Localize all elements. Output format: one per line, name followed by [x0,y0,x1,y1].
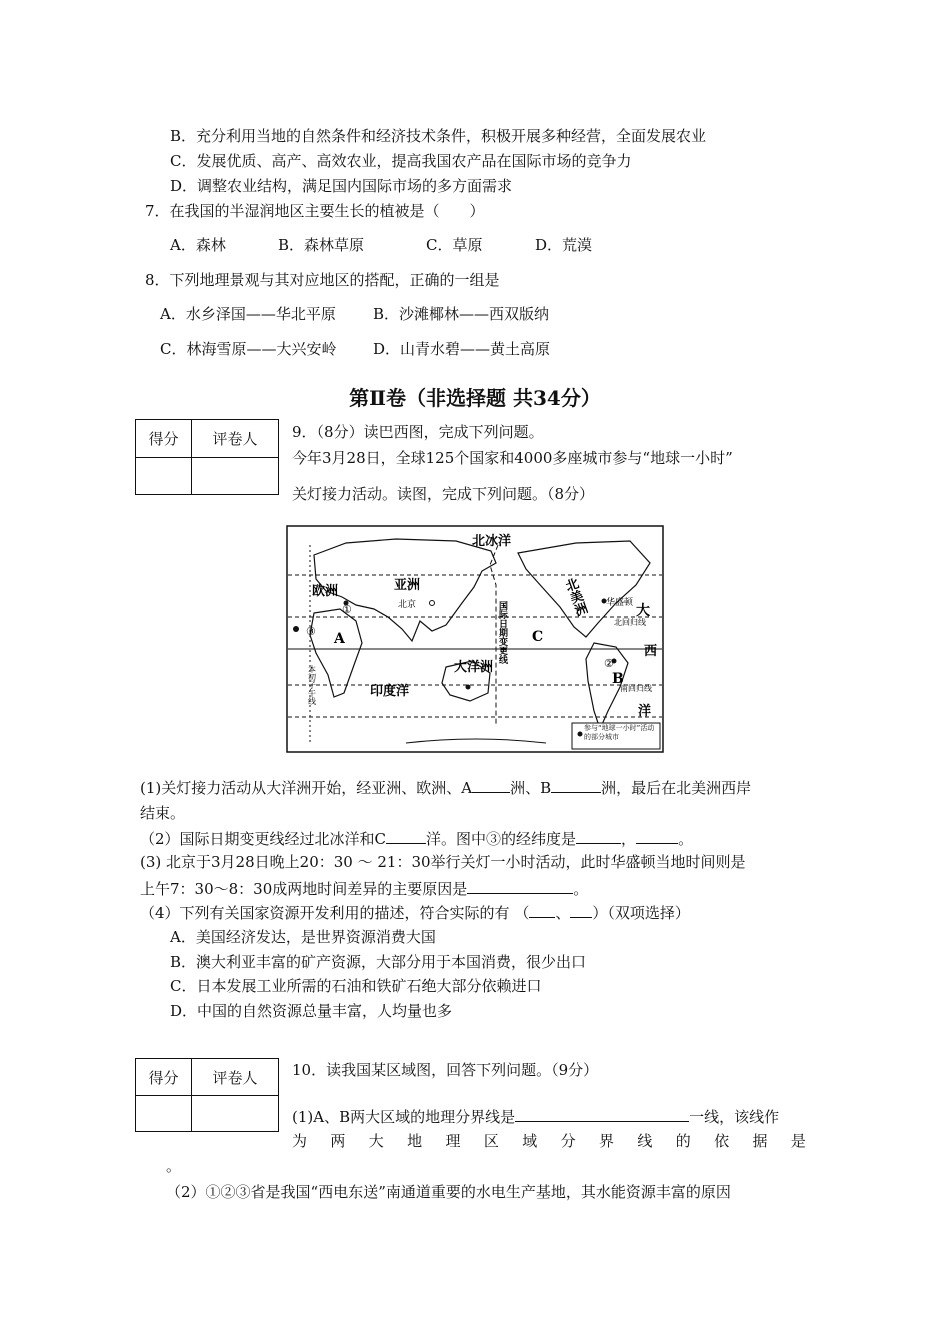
q9-intro-2: 关灯接力活动。读图，完成下列问题。（8分） [292,485,595,503]
label-north-america: 北美洲 [560,576,589,619]
label-arctic: 北冰洋 [472,534,512,549]
label-circle-3: ③ [306,625,316,638]
label-asia: 亚洲 [394,578,421,593]
q6-option-c: C．发展优质、高产、高效农业，提高我国农产品在国际市场的竞争力 [170,152,632,170]
blank-a[interactable] [472,777,510,793]
label-oceania: 大洋洲 [454,660,494,675]
blank-b[interactable] [551,777,601,793]
score-cell[interactable] [136,458,192,495]
label-europe: 欧洲 [312,584,339,599]
blank-choice-2[interactable] [570,902,592,918]
q9-part-2: （2）国际日期变更线经过北冰洋和C 洋。图中③的经纬度是 ， 。 [140,830,694,848]
q9-option-a: A．美国经济发达，是世界资源消费大国 [170,928,436,946]
q9-part-1-end: 结束。 [140,804,186,822]
blank-lon[interactable] [576,828,621,844]
label-beijing: 北京 [398,600,417,610]
section-title: 第Ⅱ卷（非选择题 共34分） [349,386,601,410]
blank-choice-1[interactable] [529,902,555,918]
q10-part-1: (1)A、B两大区域的地理分界线是 一线，该线作 [292,1108,780,1126]
q9-option-d: D．中国的自然资源总量丰富，人均量也多 [170,1002,453,1020]
world-map [286,525,664,753]
grader-cell-2[interactable] [192,1096,279,1132]
q9-intro-1: 今年3月28日，全球125个国家和4000多座城市参与“地球一小时” [292,449,733,467]
score-box-2 [135,1058,279,1132]
label-indian-ocean: 印度洋 [370,684,410,699]
q7-option-c: C．草原 [426,236,483,254]
label-circle-1: ① [342,603,352,616]
q6-option-b: B．充分利用当地的自然条件和经济技术条件，积极开展多种经营，全面发展农业 [170,127,707,145]
label-ocean: 洋 [638,704,652,719]
q9-option-c: C．日本发展工业所需的石油和铁矿石绝大部分依赖进口 [170,977,542,995]
blank-lat[interactable] [636,828,678,844]
blank-boundary[interactable] [515,1106,689,1122]
q8-option-c: C．林海雪原——大兴安岭 [160,340,337,358]
q9-stem: 9．（8分）读巴西图，完成下列问题。 [292,423,544,441]
label-idl: 国际日期变更线 [497,601,507,664]
q9-part-1: (1)关灯接力活动从大洋洲开始，经亚洲、欧洲、A 洲、B 洲，最后在北美洲西岸 [140,779,752,797]
label-b: B [612,671,624,687]
label-c: C [532,629,544,645]
q7-option-b: B．森林草原 [278,236,365,254]
label-west: 西 [644,644,658,659]
q10-part-1-spread: 为 两 大 地 理 区 域 分 界 线 的 依 据 是 [292,1132,806,1150]
q8-stem: 8．下列地理景观与其对应地区的搭配，正确的一组是 [145,271,500,289]
q8-option-b: B．沙滩椰林——西双版纳 [373,305,550,323]
score-label: 得分 [136,420,192,458]
q9-part-3-cont: 上午7：30～8：30成两地时间差异的主要原因是 。 [140,880,589,898]
q7-option-d: D．荒漠 [535,236,593,254]
blank-c[interactable] [386,828,426,844]
legend-text: 参与“地球一小时”活动的部分城市 [584,724,655,741]
grader-label: 评卷人 [192,420,279,458]
label-washington: 华盛顿 [606,598,634,608]
q8-option-d: D．山青水碧——黄土高原 [373,340,551,358]
grader-label-2: 评卷人 [192,1059,279,1096]
label-tropic-s: 南回归线 [620,684,652,693]
label-da: 大 [636,603,650,619]
score-cell-2[interactable] [136,1096,192,1132]
q9-option-b: B．澳大利亚丰富的矿产资源，大部分用于本国消费，很少出口 [170,953,587,971]
q7-stem: 7．在我国的半湿润地区主要生长的植被是（ ） [145,202,485,220]
q10-stem: 10．读我国某区域图，回答下列问题。（9分） [292,1061,599,1079]
q9-part-4: （4）下列有关国家资源开发利用的描述，符合实际的有 （ 、 ）（双项选择） [140,904,690,922]
q7-option-a: A．森林 [170,236,226,254]
score-box [135,419,279,495]
label-a: A [334,631,345,647]
q8-option-a: A．水乡泽国——华北平原 [160,305,336,323]
blank-reason[interactable] [467,878,573,894]
q10-part-2: （2）①②③省是我国“西电东送”南通道重要的水电生产基地，其水能资源丰富的原因 [166,1183,731,1201]
label-circle-2: ② [604,657,614,670]
label-prime-meridian: 本初子午线 [307,665,317,705]
q10-part-1-end: 。 [166,1157,182,1175]
q6-option-d: D．调整农业结构，满足国内国际市场的多方面需求 [170,177,513,195]
score-label-2: 得分 [136,1059,192,1096]
grader-cell[interactable] [192,458,279,495]
q9-part-3: (3) 北京于3月28日晚上20：30 ～ 21：30举行关灯一小时活动，此时华盛顿当地时间则是 [140,853,746,871]
label-tropic-n: 北回归线 [614,618,646,627]
